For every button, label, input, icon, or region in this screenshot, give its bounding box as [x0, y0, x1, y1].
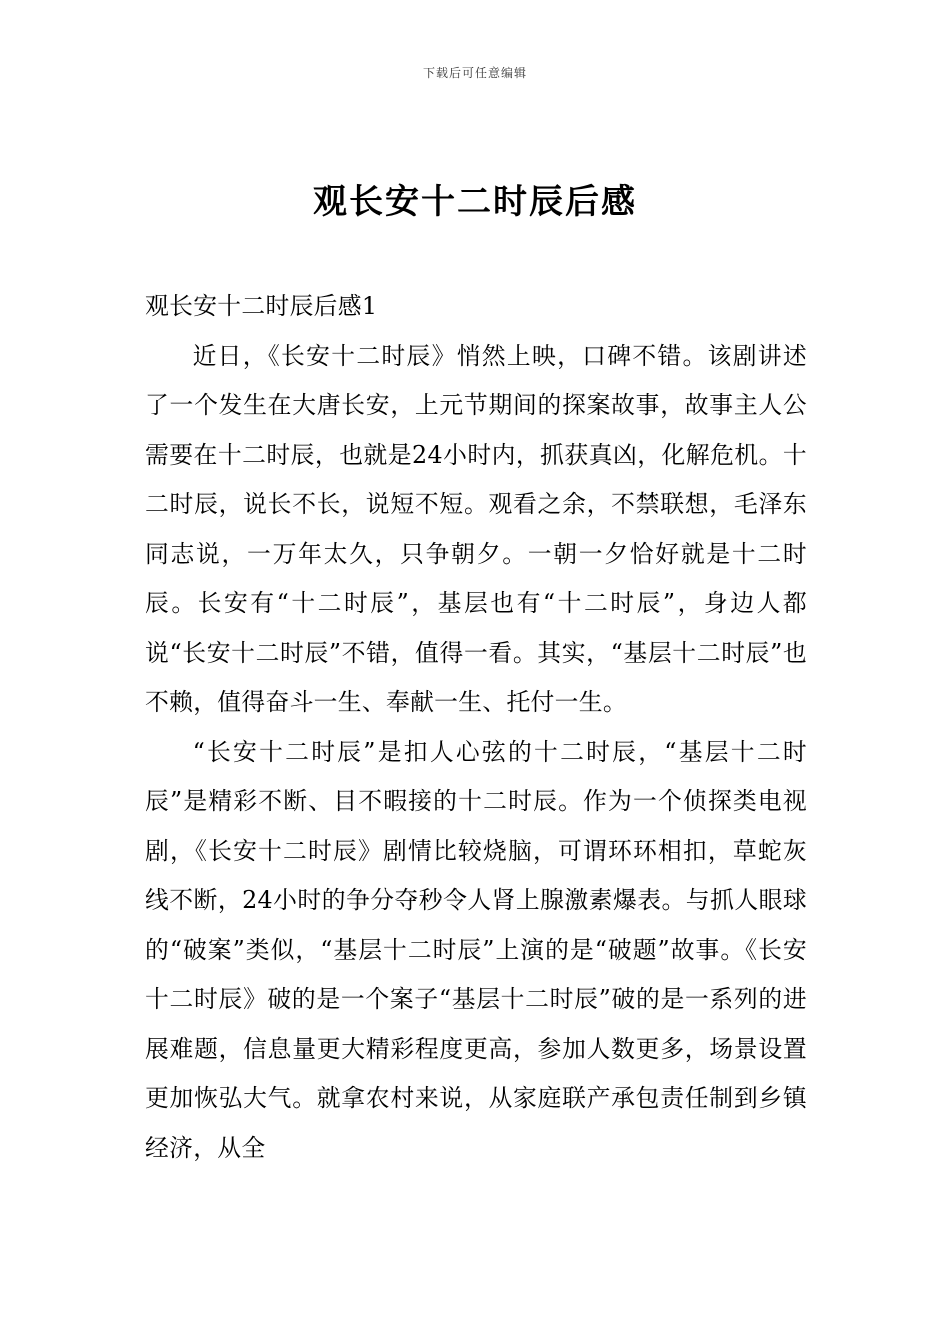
paragraph-1: 近日，《长安十二时辰》悄然上映，口碑不错。该剧讲述了一个发生在大唐长安，上元节期间的探案故事，故事主人公需要在十二时辰，也就是24小时内，抓获真凶，化解危机。十二时辰，说长不长，说短不短。观看之余，不禁联想，毛泽东同志说，一万年太久，只争朝夕。一朝一夕恰好就是十二时辰。长安有“十二时辰”，基层也有“十二时辰”，身边人都说“长安十二时辰”不错，值得一看。其实，“基层十二时辰”也不赖，值得奋斗一生、奉献一生、托付一生。: [145, 341, 807, 716]
document-title: 观长安十二时辰后感: [313, 182, 637, 222]
paragraph-2: “长安十二时辰”是扣人心弦的十二时辰，“基层十二时辰”是精彩不断、目不暇接的十二时辰。作为一个侦探类电视剧，《长安十二时辰》剧情比较烧脑，可谓环环相扣，草蛇灰线不断，24小时的争分夺秒令人肾上腺激素爆表。与抓人眼球的“破案”类似，“基层十二时辰”上演的是“破题”故事。《长安十二时辰》破的是一个案子“基层十二时辰”破的是一系列的进展难题，信息量更大精彩程度更高，参加人数更多，场景设置更加恢弘大气。就拿农村来说，从家庭联产承包责任制到乡镇经济，从全: [145, 737, 807, 1162]
document-body: [145, 282, 807, 1173]
header-note: 下载后可任意编辑: [422, 66, 527, 80]
section-heading: 观长安十二时辰后感1: [145, 292, 378, 320]
